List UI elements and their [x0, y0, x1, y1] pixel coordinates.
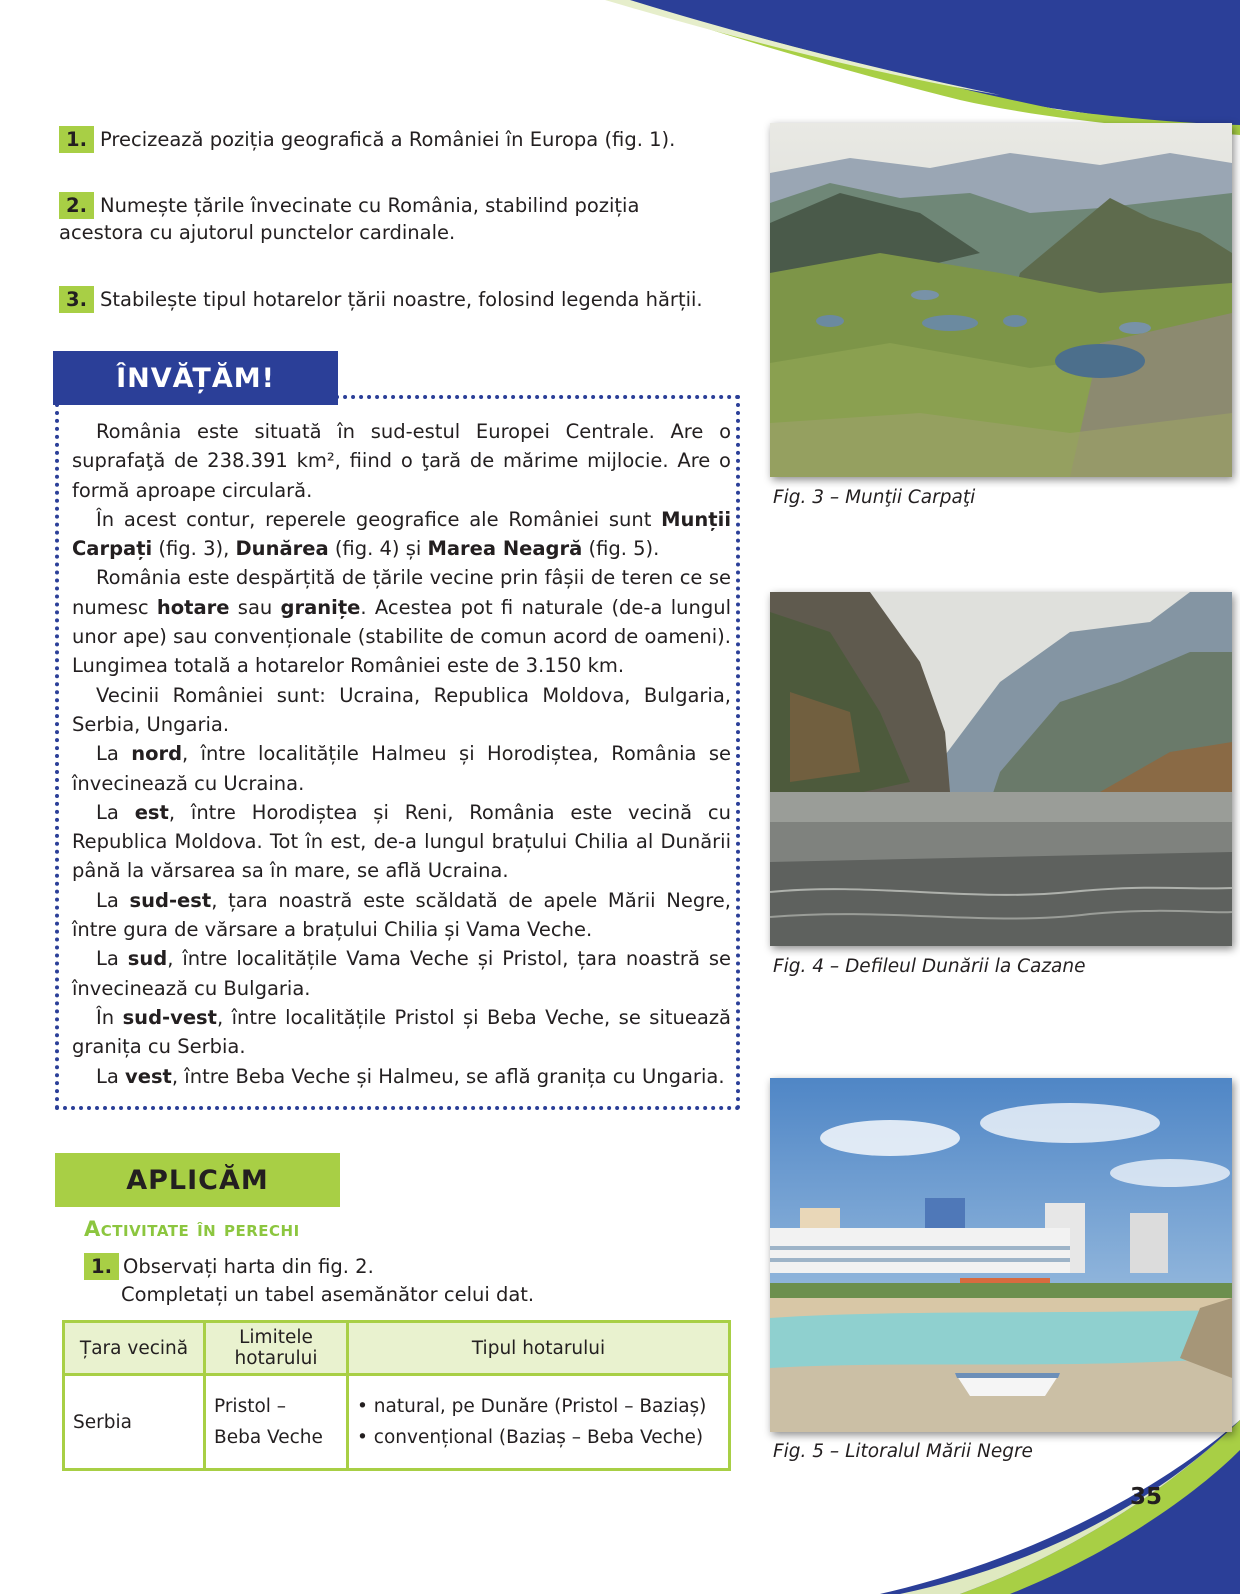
- paragraph: La vest, între Beba Veche și Halmeu, se află granița cu Ungaria.: [96, 1064, 725, 1088]
- type-line: • convențional (Baziaș – Beba Veche): [357, 1427, 704, 1448]
- aplicam-heading: APLICĂM: [55, 1153, 340, 1207]
- paragraph: În sud-vest, între localitățile Pristol și Beba Veche, se situează granița cu Serbia.: [72, 1005, 732, 1059]
- table-cell-type: [348, 1375, 730, 1470]
- table-row: [64, 1375, 730, 1470]
- neighbors-table: [62, 1320, 731, 1471]
- task-number: 1.: [84, 1253, 119, 1280]
- limits-line: Beba Veche: [214, 1427, 323, 1448]
- figure-caption: Fig. 3 – Munţii Carpaţi: [773, 487, 976, 508]
- table-cell-limits: [205, 1375, 348, 1470]
- table-header: Tipul hotarului: [348, 1322, 730, 1375]
- task-1: [84, 1252, 374, 1281]
- paragraph: În acest contur, reperele geografice ale României sunt Munții Carpați (fig. 3), Dunărea (fig. 4) și Marea Neagră (fig. 5).: [72, 507, 731, 561]
- table-header: Țara vecină: [64, 1322, 205, 1375]
- figure-caption: Fig. 4 – Defileul Dunării la Cazane: [773, 956, 1086, 977]
- paragraph: La sud, între localitățile Vama Veche și Pristol, țara noastră se învecinează cu Bulgaria.: [72, 947, 731, 1000]
- limits-line: Pristol –: [214, 1396, 287, 1417]
- page-number: 35: [1130, 1484, 1163, 1510]
- question-number: 1.: [59, 126, 94, 153]
- question-1: [59, 126, 729, 153]
- invatam-body: [72, 417, 731, 1091]
- paragraph: România este despărțită de țările vecine prin fâșii de teren ce se numesc hotare sau granițe. Acestea pot fi naturale (de-a lungul unor ape) sau convenționale (stabilite de comun acord de oameni). Lungimea totală a hotarelor României este de 3.150 km.: [72, 566, 731, 678]
- figure-caption: Fig. 5 – Litoralul Mării Negre: [773, 1441, 1033, 1462]
- paragraph: Vecinii României sunt: Ucraina, Republica Moldova, Bulgaria, Serbia, Ungaria.: [72, 683, 731, 736]
- table-cell-country: Serbia: [64, 1375, 205, 1470]
- paragraph: La nord, între localitățile Halmeu și Horodiștea, România se învecinează cu Ucraina.: [72, 742, 731, 795]
- question-number: 3.: [59, 286, 94, 313]
- type-line: • natural, pe Dunăre (Pristol – Baziaș): [357, 1396, 707, 1417]
- question-2: [59, 192, 729, 246]
- question-text: Precizează poziția geografică a României în Europa (fig. 1).: [99, 128, 676, 151]
- paragraph: La est, între Horodiștea și Reni, România este vecină cu Republica Moldova. Tot în est, de-a lungul brațului Chilia al Dunării până la vărsarea sa în mare, se află Ucraina.: [72, 800, 731, 883]
- photo-carpathian-mountains: [770, 123, 1232, 477]
- question-3: [59, 286, 729, 313]
- photo-danube-gorge: [770, 592, 1232, 946]
- paragraph: La sud-est, țara noastră este scăldată de apele Mării Negre, între gura de vărsare a brațului Chilia și Vama Veche.: [72, 888, 731, 942]
- photo-black-sea-coast: [770, 1078, 1232, 1432]
- corner-decoration-top: [0, 0, 1240, 140]
- task-line-1: Observați harta din fig. 2.: [122, 1255, 374, 1278]
- question-text: Stabilește tipul hotarelor țării noastre, folosind legenda hărții.: [99, 288, 703, 311]
- table-header-row: [64, 1322, 730, 1375]
- paragraph: România este situată în sud-estul Europei Centrale. Are o suprafaţă de 238.391 km², fiind o ţară de mărime mijlocie. Are o formă aproape circulară.: [72, 420, 731, 502]
- question-number: 2.: [59, 192, 94, 219]
- question-text: Numește țările învecinate cu România, stabilind poziția acestora cu ajutorul punctelor cardinale.: [59, 194, 640, 244]
- invatam-heading: ÎNVĂȚĂM!: [53, 351, 338, 405]
- task-line-2: Completați un tabel asemănător celui dat.: [121, 1283, 535, 1306]
- table-header: Limitele hotarului: [205, 1322, 348, 1375]
- activity-subheading: Activitate în perechi: [84, 1217, 300, 1241]
